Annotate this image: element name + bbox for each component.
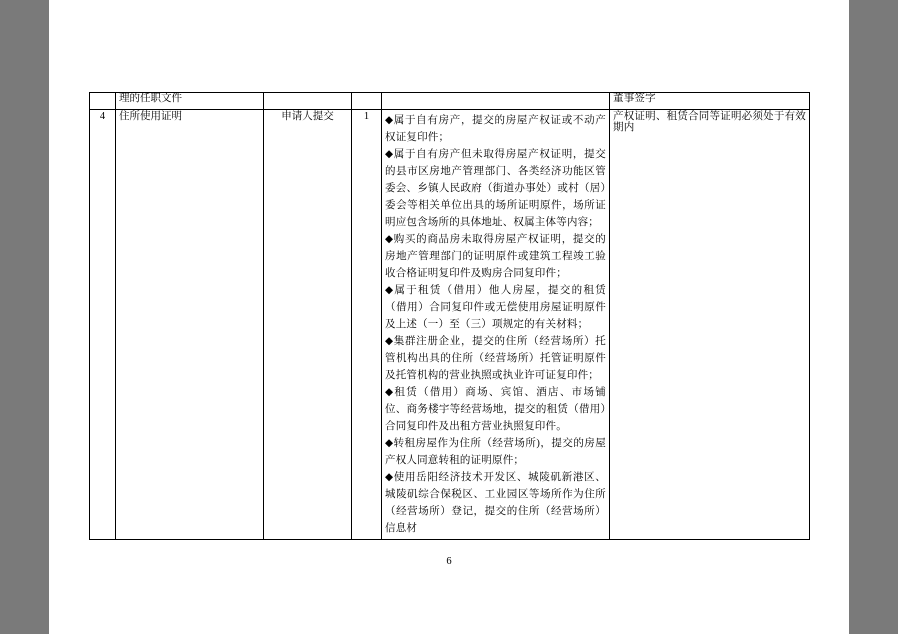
cell-num-partial	[90, 93, 116, 110]
cell-submitter: 申请人提交	[264, 110, 352, 540]
list-item: ◆属于租赁（借用）他人房屋，提交的租赁（借用）合同复印件或无偿使用房屋证明原件及上述（一）至（三）项规定的有关材料；	[385, 285, 606, 330]
list-item: ◆租赁（借用）商场、宾馆、酒店、市场铺位、商务楼宇等经营场地，提交的租赁（借用）合同复印件及出租方营业执照复印件。	[385, 387, 606, 432]
table-row	[90, 110, 810, 540]
document-page	[49, 0, 849, 634]
cell-quantity: 1	[352, 110, 382, 540]
list-item: ◆集群注册企业，提交的住所（经营场所）托管机构出具的住所（经营场所）托管证明原件及托管机构的营业执照或执业许可证复印件；	[385, 336, 606, 381]
list-item: ◆转租房屋作为住所（经营场所)，提交的房屋产权人同意转租的证明原件；	[385, 438, 606, 466]
description-list	[385, 112, 606, 537]
list-item: ◆属于自有房产，提交的房屋产权证或不动产权证复印件；	[385, 115, 606, 143]
cell-qty-partial	[352, 93, 382, 110]
page-number: 6	[446, 556, 452, 567]
table-row	[90, 93, 810, 110]
list-item: ◆属于自有房产但未取得房屋产权证明，提交的县市区房地产管理部门、各类经济功能区管委会、乡镇人民政府（街道办事处）或村（居）委会等相关单位出具的场所证明原件，场所证明应包含场所的具体地址、权属主体等内容；	[385, 149, 606, 228]
cell-item-partial: 理的任职文件	[116, 93, 264, 110]
cell-description	[382, 110, 610, 540]
cell-note-partial: 董事签字	[610, 93, 810, 110]
list-item: ◆购买的商品房未取得房屋产权证明，提交的房地产管理部门的证明原件或建筑工程竣工验收合格证明复印件及购房合同复印件；	[385, 234, 606, 279]
cell-who-partial	[264, 93, 352, 110]
cell-note: 产权证明、租赁合同等证明必须处于有效期内	[610, 110, 810, 540]
cell-row-number: 4	[90, 110, 116, 540]
cell-item-name: 住所使用证明	[116, 110, 264, 540]
list-item: ◆使用岳阳经济技术开发区、城陵矶新港区、城陵矶综合保税区、工业园区等场所作为住所（经营场所）登记，提交的住所（经营场所）信息材	[385, 472, 606, 534]
requirements-table	[89, 92, 810, 540]
cell-desc-partial	[382, 93, 610, 110]
